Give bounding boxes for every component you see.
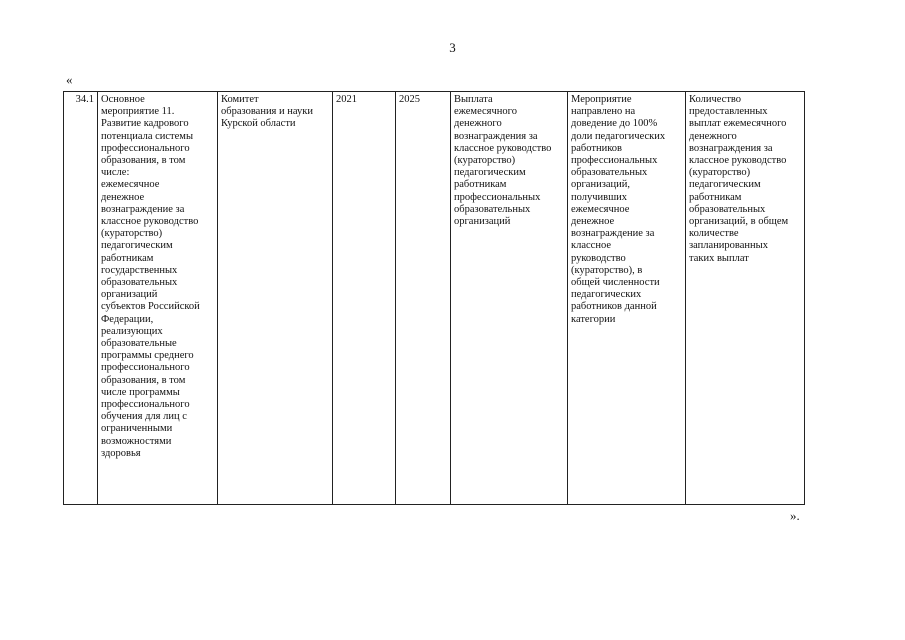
page-number: 3 <box>449 40 456 55</box>
indicator-cell: Количество предоставленных выплат ежемесячного денежного вознаграждения за классное руководство (кураторство) педагогическим работникам образовательных организаций, в общем количестве запланированных таких выплат <box>686 92 805 505</box>
table-row <box>64 92 805 505</box>
start-year-cell: 2021 <box>333 92 396 505</box>
activity-description-cell: Основное мероприятие 11. Развитие кадрового потенциала системы профессионального образования, в том числе: ежемесячное денежное вознаграждение за классное руководство (кураторство) педагогическим работникам государственных образовательных организаций субъектов Российской Федерации, реализующих образовательные программы среднего профессионального образования, в том числе программы профессионального обучения для лиц с ограниченными возможностями здоровья <box>98 92 218 505</box>
expected-result-cell: Выплата ежемесячного денежного вознаграждения за классное руководство (кураторство) педагогическим работникам профессиональных образовательных организаций <box>451 92 568 505</box>
activity-note-cell: Мероприятие направлено на доведение до 100% доли педагогических работников профессиональных образовательных организаций, получивших ежемесячное денежное вознаграждение за классное руководство (кураторство), в общей численности педагогических работников данной категории <box>568 92 686 505</box>
closing-quote-mark: ». <box>790 508 800 523</box>
program-activities-table <box>63 91 805 505</box>
end-year-cell: 2025 <box>396 92 451 505</box>
row-number-cell: 34.1 <box>64 92 98 505</box>
opening-quote-mark: « <box>66 72 73 87</box>
executor-cell: Комитет образования и науки Курской области <box>218 92 333 505</box>
